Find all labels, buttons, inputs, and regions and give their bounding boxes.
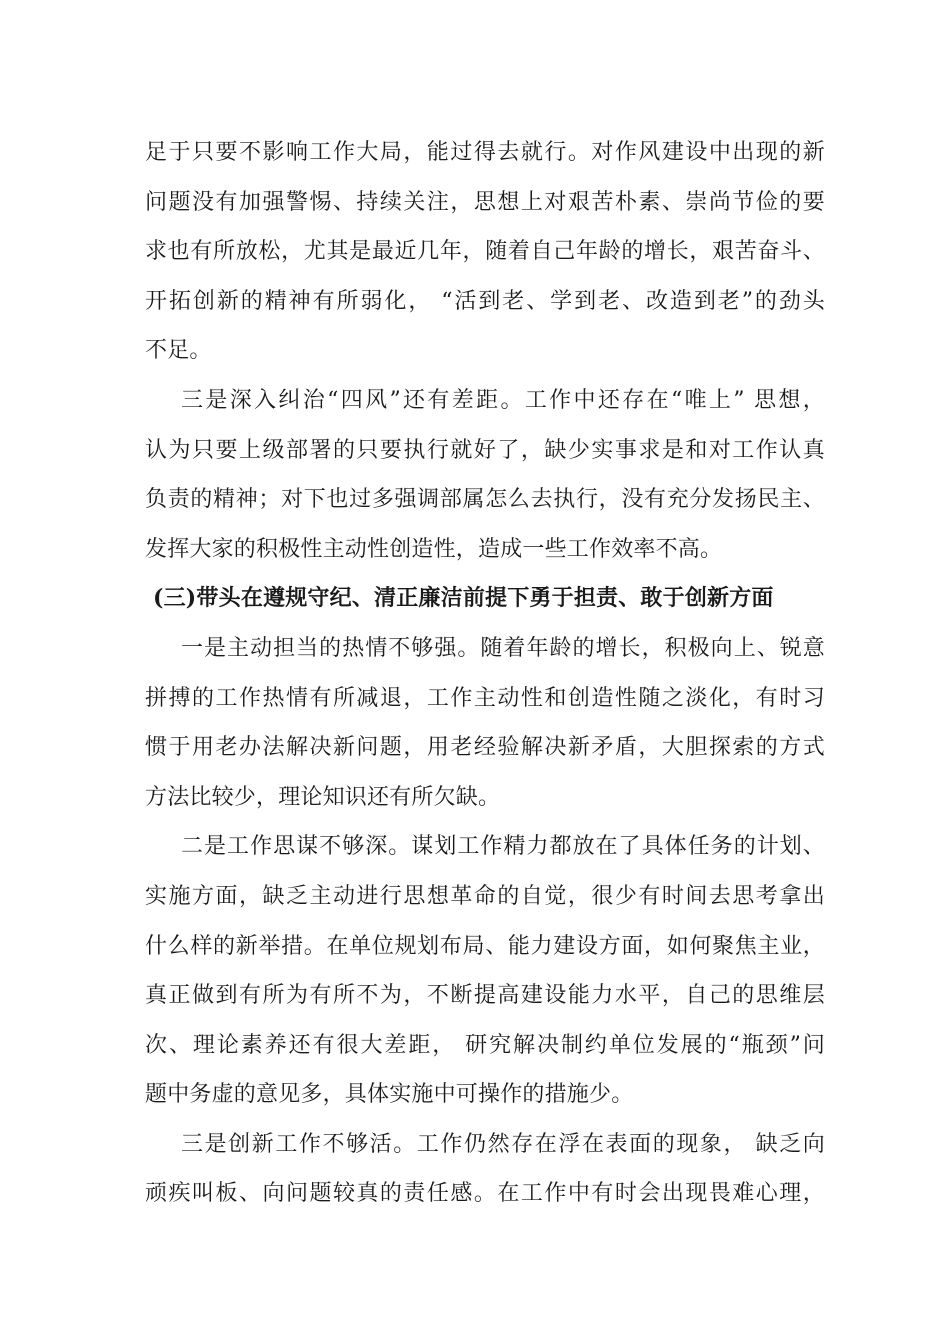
paragraph-line: 问题没有加强警惕、持续关注，思想上对艰苦朴素、崇尚节俭的要 xyxy=(145,189,825,215)
paragraph-line: 实施方面，缺乏主动进行思想革命的自觉，很少有时间去思考拿出 xyxy=(145,883,825,909)
paragraph-line: 发挥大家的积极性主动性创造性，造成一些工作效率不高。 xyxy=(145,536,723,562)
paragraph-line: 三是创新工作不够活。工作仍然存在浮在表面的现象， 缺乏向 xyxy=(181,1131,825,1157)
paragraph-line: 次、理论素养还有很大差距， 研究解决制约单位发展的“瓶颈”问 xyxy=(145,1032,825,1058)
paragraph-line: 什么样的新举措。在单位规划布局、能力建设方面，如何聚焦主业， xyxy=(145,933,825,959)
paragraph-line: 认为只要上级部署的只要执行就好了，缺少实事求是和对工作认真 xyxy=(145,437,825,463)
document-body xyxy=(145,128,825,1219)
paragraph-line: 求也有所放松，尤其是最近几年，随着自己年龄的增长，艰苦奋斗、 xyxy=(145,239,825,265)
section-heading: (三)带头在遵规守纪、清正廉洁前提下勇于担责、敢于创新方面 xyxy=(153,585,774,612)
paragraph-line: 真正做到有所为有所不为，不断提高建设能力水平，自己的思维层 xyxy=(145,983,825,1009)
paragraph-line: 开拓创新的精神有所弱化， “活到老、学到老、改造到老”的劲头 xyxy=(145,288,825,314)
paragraph-line: 方法比较少，理论知识还有所欠缺。 xyxy=(145,784,501,810)
paragraph-line: 拼搏的工作热情有所减退，工作主动性和创造性随之淡化，有时习 xyxy=(145,685,825,711)
paragraph-line: 二是工作思谋不够深。谋划工作精力都放在了具体任务的计划、 xyxy=(181,834,825,860)
paragraph-line: 三是深入纠治“四风”还有差距。工作中还存在“唯上” 思想， xyxy=(181,387,825,413)
paragraph-line: 一是主动担当的热情不够强。随着年龄的增长，积极向上、锐意 xyxy=(181,635,825,661)
paragraph-line: 不足。 xyxy=(145,338,212,364)
paragraph-line: 惯于用老办法解决新问题，用老经验解决新矛盾，大胆探索的方式 xyxy=(145,735,825,761)
paragraph-line: 负责的精神；对下也过多强调部属怎么去执行，没有充分发扬民主、 xyxy=(145,487,825,513)
paragraph-line: 题中务虚的意见多，具体实施中可操作的措施少。 xyxy=(145,1082,634,1108)
paragraph-line: 顽疾叫板、向问题较真的责任感。在工作中有时会出现畏难心理， xyxy=(145,1181,825,1207)
paragraph-line: 足于只要不影响工作大局，能过得去就行。对作风建设中出现的新 xyxy=(145,140,825,165)
